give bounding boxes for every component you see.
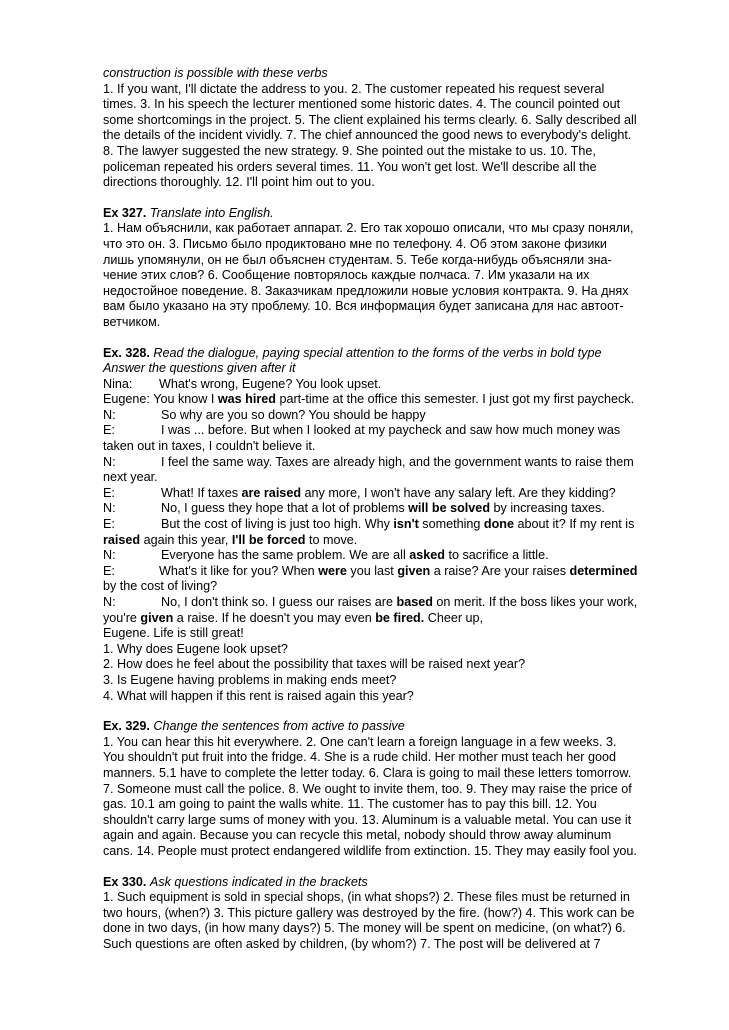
exercise-task: Translate into English. xyxy=(149,205,274,220)
text-line: policeman repeated his orders several times. 11. You won't get lost. We'll describe all the xyxy=(103,159,597,174)
text-line: что это он. 3. Письмо было продиктовано мне по телефону. 4. Об этом законе физики xyxy=(103,236,607,251)
dialogue-line: N: Everyone has the same problem. We are all asked to sacrifice a little. xyxy=(103,548,549,563)
text-line: directions thoroughly. 12. I'll point him out to you. xyxy=(103,175,375,190)
text-line: 1. If you want, I'll dictate the address to you. 2. The customer repeated his request several xyxy=(103,81,605,96)
question-item: 2. How does he feel about the possibility that taxes will be raised next year? xyxy=(103,657,526,672)
text-line: shouldn't carry large sums of money with you. 13. Aluminum is a valuable metal. You can use it xyxy=(103,812,632,827)
exercise-number: Ex. 328. xyxy=(103,345,150,360)
document-page xyxy=(103,66,683,967)
speaker-label: E: xyxy=(103,423,115,438)
text-line: 1. Such equipment is sold in special shops, (in what shops?) 2. These files must be returned in xyxy=(103,890,630,905)
dialogue-line: N: No, I don't think so. I guess our raises are based on merit. If the boss likes your work, xyxy=(103,595,638,609)
text-line: again and again. Because you can recycle this metal, nobody should throw away aluminum xyxy=(103,828,612,843)
dialogue-line: raised again this year, I'll be forced to move. xyxy=(103,532,358,547)
speaker-label: N: xyxy=(103,595,116,609)
text-line: лишь упомянули, он не был объяснен студентам. 5. Тебе когда-нибудь объясняли зна- xyxy=(103,252,612,267)
question-item: 1. Why does Eugene look upset? xyxy=(103,641,288,656)
speaker-label: Nina: xyxy=(103,376,133,391)
dialogue-line: Eugene. Life is still great! xyxy=(103,626,244,641)
exercise-title xyxy=(103,719,683,735)
text-line: the details of the incident vividly. 7. The chief announced the good news to everybody's delight. xyxy=(103,128,632,143)
text-line: some shortcomings in the project. 5. The client explained his terms clearly. 6. Sally described all xyxy=(103,112,637,127)
text-line: Such questions are often asked by children, (by whom?) 7. The post will be delivered at 7 xyxy=(103,936,601,951)
text-line: ветчиком. xyxy=(103,314,161,329)
text-line: gas. 10.1 am going to paint the walls white. 11. The customer has to pay this bill. 12. You xyxy=(103,797,597,812)
exercise-number: Ex 330. xyxy=(103,874,147,889)
speaker-label: E: xyxy=(103,563,115,578)
text-line: недостойное поведение. 8. Заказчикам предложили новые условия контракта. 9. На днях xyxy=(103,283,629,298)
exercise-328 xyxy=(103,346,683,705)
speaker-label: N: xyxy=(103,454,116,469)
speaker-label: E: xyxy=(103,517,115,532)
dialogue-line: next year. xyxy=(103,470,158,485)
exercise-task: Change the sentences from active to passive xyxy=(153,719,405,734)
dialogue-line: E: I was ... before. But when I looked at my paycheck and saw how much money was xyxy=(103,423,621,438)
exercise-number: Ex 327. xyxy=(103,205,147,220)
dialogue-line: N: So why are you so down? You should be happy xyxy=(103,407,426,422)
speaker-label: N: xyxy=(103,548,116,563)
dialogue-line: you're given a raise. If he doesn't you may even be fired. Cheer up, xyxy=(103,610,484,625)
exercise-task: Read the dialogue, paying special attention to the forms of the verbs in bold type xyxy=(153,345,602,360)
text-line: You shouldn't put fruit into the fridge. 4. She is a rude child. Her mother must teach her good xyxy=(103,750,616,765)
exercise-title xyxy=(103,206,683,222)
question-item: 4. What will happen if this rent is raised again this year? xyxy=(103,688,414,703)
text-line: 8. The lawyer suggested the new strategy. 9. She pointed out the mistake to us. 10. The, xyxy=(103,143,596,158)
intro-heading: construction is possible with these verbs xyxy=(103,66,328,80)
text-line: times. 3. In his speech the lecturer mentioned some historic dates. 4. The council pointed out xyxy=(103,97,621,112)
intro-block xyxy=(103,66,683,191)
exercise-327 xyxy=(103,206,683,331)
dialogue-line: E: What! If taxes are raised any more, I won't have any salary left. Are they kidding? xyxy=(103,485,616,500)
text-line: 7. Someone must call the police. 8. We ought to invite them, too. 9. They may raise the price of xyxy=(103,781,632,796)
dialogue-line: E: What's it like for you? When were you last given a raise? Are your raises determined xyxy=(103,563,638,578)
exercise-330 xyxy=(103,875,683,953)
text-line: 1. You can hear this hit everywhere. 2. One can't learn a foreign language in a few weeks. 3. xyxy=(103,734,617,749)
dialogue-line: N: No, I guess they hope that a lot of problems will be solved by increasing taxes. xyxy=(103,501,605,516)
text-line: manners. 5.1 have to complete the letter today. 6. Clara is going to mail these letters tomorrow. xyxy=(103,765,632,780)
exercise-329 xyxy=(103,719,683,859)
exercise-title xyxy=(103,346,683,362)
dialogue-line: Eugene: You know I was hired part-time at the office this semester. I just got my first paycheck. xyxy=(103,392,635,407)
text-line: cans. 14. People must protect endangered wildlife from extinction. 15. They may easily fool you. xyxy=(103,843,637,858)
dialogue-line: Nina: What's wrong, Eugene? You look upset. xyxy=(103,376,382,391)
question-item: 3. Is Eugene having problems in making ends meet? xyxy=(103,672,397,687)
speaker-label: E: xyxy=(103,485,115,500)
exercise-task: Ask questions indicated in the brackets xyxy=(149,874,368,889)
dialogue-line: by the cost of living? xyxy=(103,579,218,594)
speaker-label: N: xyxy=(103,407,116,422)
text-line: вам было указано на эту проблему. 10. Вся информация будет записана для нас автоот- xyxy=(103,299,624,314)
exercise-number: Ex. 329. xyxy=(103,719,150,734)
text-line: done in two days, (in how many days?) 5. The money will be spent on medicine, (on what?) 6. xyxy=(103,921,626,936)
dialogue-line: N: I feel the same way. Taxes are already high, and the government wants to raise them xyxy=(103,454,634,469)
dialogue-line: taken out in taxes, I couldn't believe it. xyxy=(103,439,316,454)
speaker-label: Eugene: xyxy=(103,392,150,407)
text-line: чение этих слов? 6. Сообщение повторялось каждые полчаса. 7. Им указали на их xyxy=(103,268,590,283)
text-line: 1. Нам объяснили, как работает аппарат. 2. Его так хорошо описали, что мы сразу поняли, xyxy=(103,221,634,236)
dialogue-line: E: But the cost of living is just too high. Why isn't something done about it? If my rent is xyxy=(103,517,635,532)
text-line: two hours, (when?) 3. This picture gallery was destroyed by the fire. (how?) 4. This work can be xyxy=(103,905,635,920)
exercise-task-line-2: Answer the questions given after it xyxy=(103,361,296,376)
exercise-title xyxy=(103,875,683,891)
speaker-label: N: xyxy=(103,501,116,516)
